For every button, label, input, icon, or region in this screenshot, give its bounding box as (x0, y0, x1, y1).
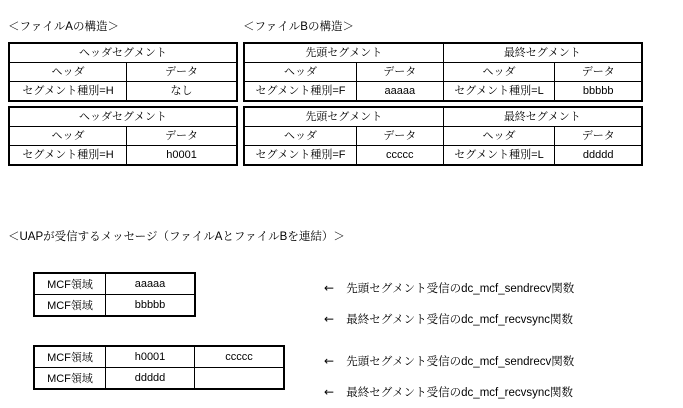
table-row (9, 63, 237, 82)
column-header-cell: データ (555, 127, 642, 146)
value-cell: ccccc (357, 146, 444, 166)
note-1-first-segment (324, 280, 574, 296)
table-row (9, 146, 237, 166)
note-text: 先頭セグメント受信のdc_mcf_sendrecv関数 (346, 283, 575, 295)
value-cell: セグメント種別=H (9, 146, 127, 166)
mcf-area-cell: MCF領域 (34, 273, 106, 295)
note-text: 先頭セグメント受信のdc_mcf_sendrecv関数 (346, 356, 575, 368)
message-table-2 (33, 345, 285, 390)
column-header-cell: データ (357, 127, 444, 146)
table-row (9, 43, 237, 63)
mcf-area-cell: MCF領域 (34, 346, 106, 368)
value-cell: h0001 (127, 146, 237, 166)
table-row (244, 127, 642, 146)
column-header-cell: データ (357, 63, 444, 82)
note-text: 最終セグメント受信のdc_mcf_recvsync関数 (346, 314, 573, 326)
file-a-block-1 (8, 42, 238, 102)
table-row (244, 146, 642, 166)
column-header-cell: ヘッダ (244, 63, 357, 82)
table-row (244, 82, 642, 102)
table-row (34, 295, 195, 317)
segment-data-cell: bbbbb (106, 295, 196, 317)
column-header-cell: ヘッダ (443, 63, 555, 82)
table-row (34, 368, 284, 390)
note-1-last-segment (324, 311, 573, 327)
file-b-block-2 (243, 106, 643, 166)
table-row (9, 107, 237, 127)
group-header-cell: ヘッダセグメント (9, 107, 237, 127)
group-header-cell: 先頭セグメント (244, 43, 443, 63)
mcf-area-cell: MCF領域 (34, 295, 106, 317)
note-2-last-segment (324, 384, 573, 400)
segment-data-cell: h0001 (106, 346, 195, 368)
caption-file-b: ＜ファイルBの構造＞ (243, 21, 354, 33)
segment-data-cell: ccccc (195, 346, 285, 368)
arrow-left-icon: ← (324, 385, 334, 399)
group-header-cell: 最終セグメント (443, 43, 642, 63)
value-cell: bbbbb (555, 82, 642, 102)
column-header-cell: データ (555, 63, 642, 82)
segment-data-cell: ddddd (106, 368, 195, 390)
value-cell: セグメント種別=L (443, 82, 555, 102)
table-row (9, 82, 237, 102)
group-header-cell: 先頭セグメント (244, 107, 443, 127)
message-group-2 (33, 345, 285, 390)
group-header-cell: ヘッダセグメント (9, 43, 237, 63)
value-cell: aaaaa (357, 82, 444, 102)
table-row (34, 273, 195, 295)
message-group-1 (33, 272, 196, 317)
arrow-left-icon: ← (324, 312, 334, 326)
file-b-structure (243, 42, 643, 166)
table-row (34, 346, 284, 368)
arrow-left-icon: ← (324, 281, 334, 295)
file-b-block-1 (243, 42, 643, 102)
column-header-cell: ヘッダ (443, 127, 555, 146)
column-header-cell: ヘッダ (9, 127, 127, 146)
column-header-cell: ヘッダ (9, 63, 127, 82)
value-cell: セグメント種別=F (244, 146, 357, 166)
caption-uap-message: ＜UAPが受信するメッセージ（ファイルAとファイルBを連結）＞ (8, 231, 345, 243)
value-cell: なし (127, 82, 237, 102)
file-a-block-2 (8, 106, 238, 166)
table-row (9, 127, 237, 146)
table-row (244, 107, 642, 127)
column-header-cell: データ (127, 63, 237, 82)
segment-data-cell: aaaaa (106, 273, 196, 295)
column-header-cell: ヘッダ (244, 127, 357, 146)
note-2-first-segment (324, 353, 574, 369)
empty-cell (195, 368, 285, 390)
value-cell: セグメント種別=F (244, 82, 357, 102)
value-cell: ddddd (555, 146, 642, 166)
column-header-cell: データ (127, 127, 237, 146)
file-a-structure (8, 42, 238, 166)
message-table-1 (33, 272, 196, 317)
group-header-cell: 最終セグメント (443, 107, 642, 127)
table-row (244, 43, 642, 63)
caption-file-a: ＜ファイルAの構造＞ (8, 21, 119, 33)
value-cell: セグメント種別=L (443, 146, 555, 166)
value-cell: セグメント種別=H (9, 82, 127, 102)
mcf-area-cell: MCF領域 (34, 368, 106, 390)
note-text: 最終セグメント受信のdc_mcf_recvsync関数 (346, 387, 573, 399)
table-row (244, 63, 642, 82)
arrow-left-icon: ← (324, 354, 334, 368)
